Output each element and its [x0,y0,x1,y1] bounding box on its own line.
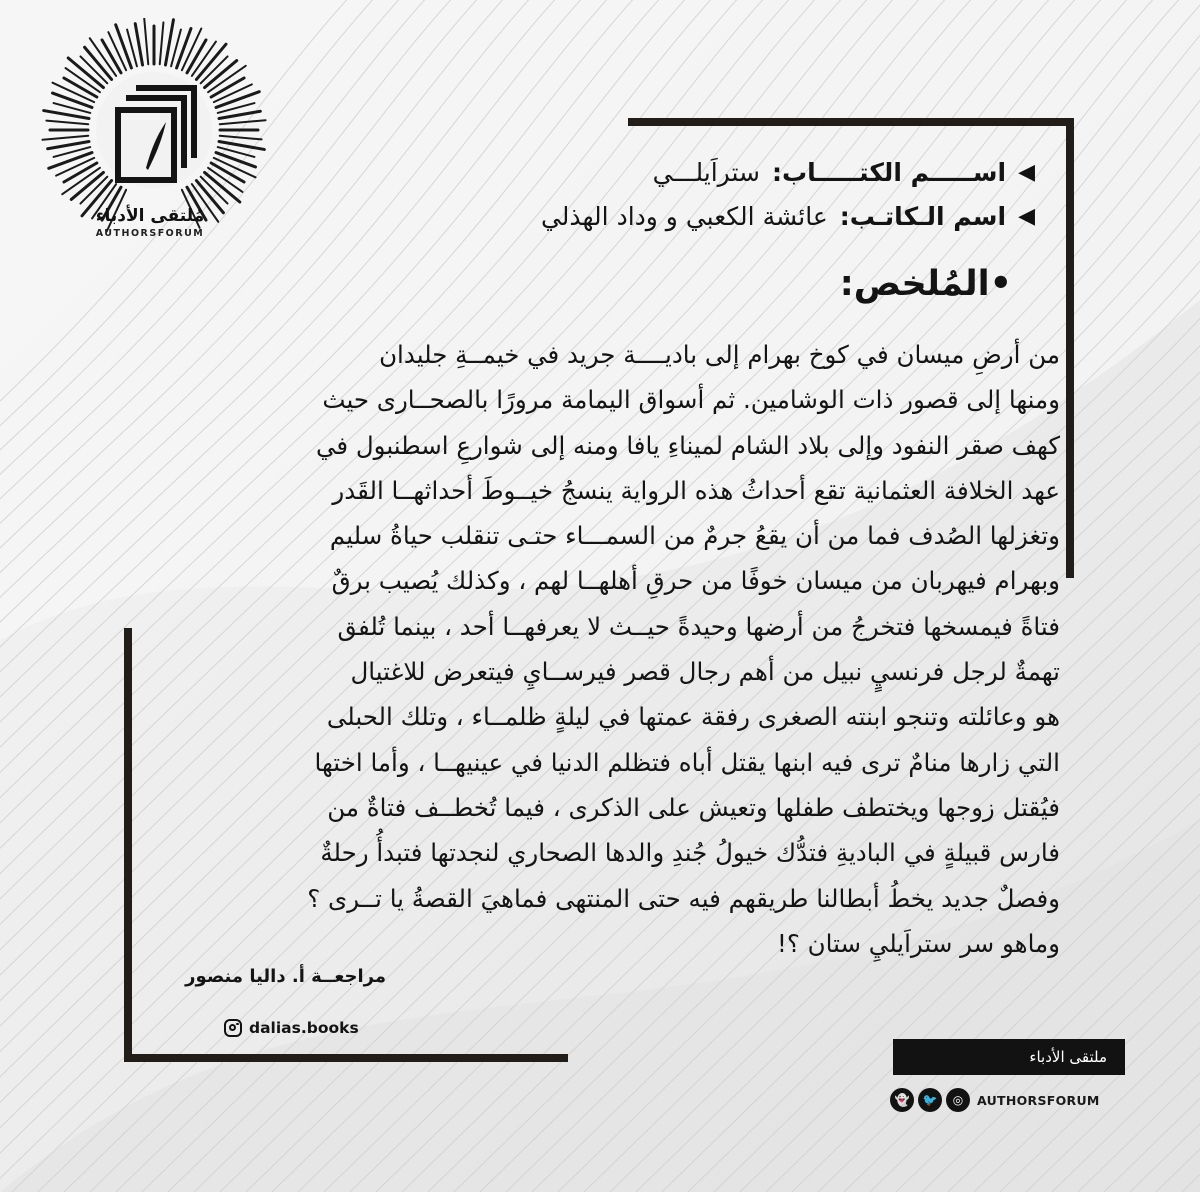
summary-line: وبهرام فيهربان من ميسان خوفًا من حرقِ أهلهــا لهم ، وكذلك يُصيب برقٌ [331,566,1060,596]
logo-name-arabic: مُلتقى الأدباء [95,206,205,226]
footer-brand-name: ملتقى الأدباء [1029,1048,1107,1066]
summary-line: التي زارها منامٌ ترى فيه ابنها يقتل أباه فتظلم الدنيا في عينيهــا ، وأما اختها [314,747,1060,777]
summary-body [138,332,1060,966]
frame-right-line [1066,118,1074,578]
summary-line: فارس قبيلةٍ في الباديةِ فتدُّك خيولُ جُندِ والدها الصحاري لنجدتها فتبدأُ رحلةٌ [320,838,1060,868]
book-title-label: اســـــم الكتـــــاب: [771,157,1007,187]
summary-line: عهد الخلافة العثمانية تقع أحداثُ هذه الرواية ينسجُ خيــوطَ أحداثهــا القَدر [332,475,1060,505]
instagram-icon[interactable]: ◎ [946,1088,970,1112]
summary-line: فتاةً فيمسخها فتخرجُ من أرضها وحيدةً حيــث لا يعرفهــا أحد ، بينما تُلفق [337,611,1060,641]
footer-brand-bar [893,1039,1125,1075]
summary-line: من أرضِ ميسان في كوخ بهرام إلى باديــــة جريد في خيمــةِ جليدان [379,340,1060,369]
logo-name-english: AUTHORSFORUM [95,228,205,239]
book-author-value: عائشة الكعبي و وداد الهذلي [540,201,828,231]
twitter-icon[interactable]: 🐦 [918,1088,942,1112]
review-credit: مراجعــة أ. داليا منصور [185,966,386,987]
snapchat-icon[interactable]: 👻 [890,1088,914,1112]
summary-line: كهف صقر النفود وإلى بلاد الشام لميناءِ يافا ومنه إلى شوارعِ اسطنبول في [315,430,1060,460]
footer-social-row [890,1087,1100,1113]
summary-line: وماهو سر ستراَيليِ ستان ؟! [777,928,1060,958]
book-author-row [541,196,1035,236]
reviewer-instagram-handle: dalias.books [249,1019,359,1037]
frame-bottom-line [124,1054,568,1062]
summary-line: هو وعائلته وتنجو ابنته الصغرى رفقة عمتها في ليلةٍ ظلمــاء ، وتلك الحبلى [326,702,1060,732]
book-author-label: اسم الـكاتـب: [839,201,1007,231]
summary-line: تهمةٌ لرجل فرنسيٍ نبيل من أهم رجال قصر فيرســايِ فيتعرض للاغتيال [350,657,1060,687]
reviewer-instagram[interactable] [224,1014,359,1042]
arrow-left-icon: ◀ [1018,203,1035,229]
book-title-row [653,152,1035,192]
summary-heading: •المُلخص: [839,264,1012,304]
frame-left-line [124,628,132,1062]
instagram-icon [224,1019,242,1037]
book-title-value: ستراَيلـــي [652,157,760,187]
footer-social-handle: AUTHORSFORUM [977,1092,1100,1108]
summary-line: وتغزلها الصُدف فما من أن يقعُ جرمٌ من السمـــاء حتـى تنقلب حياةُ سليم [329,521,1060,551]
summary-line: ومنها إلى قصور ذات الوشامين. ثم أسواق اليمامة مرورًا بالصحــارى حيث [322,385,1060,415]
arrow-left-icon: ◀ [1018,159,1035,185]
frame-top-line [628,118,1074,126]
summary-line: وفصلٌ جديد يخطُ أبطالنا طريقهم فيه حتى المنتهى فماهيَ القصةُ يا تــرى ؟ [307,883,1060,913]
summary-line: فيُقتل زوجها ويختطف طفلها وتعيش على الذكرى ، فيما تُخطــف فتاةٌ من [327,792,1060,822]
